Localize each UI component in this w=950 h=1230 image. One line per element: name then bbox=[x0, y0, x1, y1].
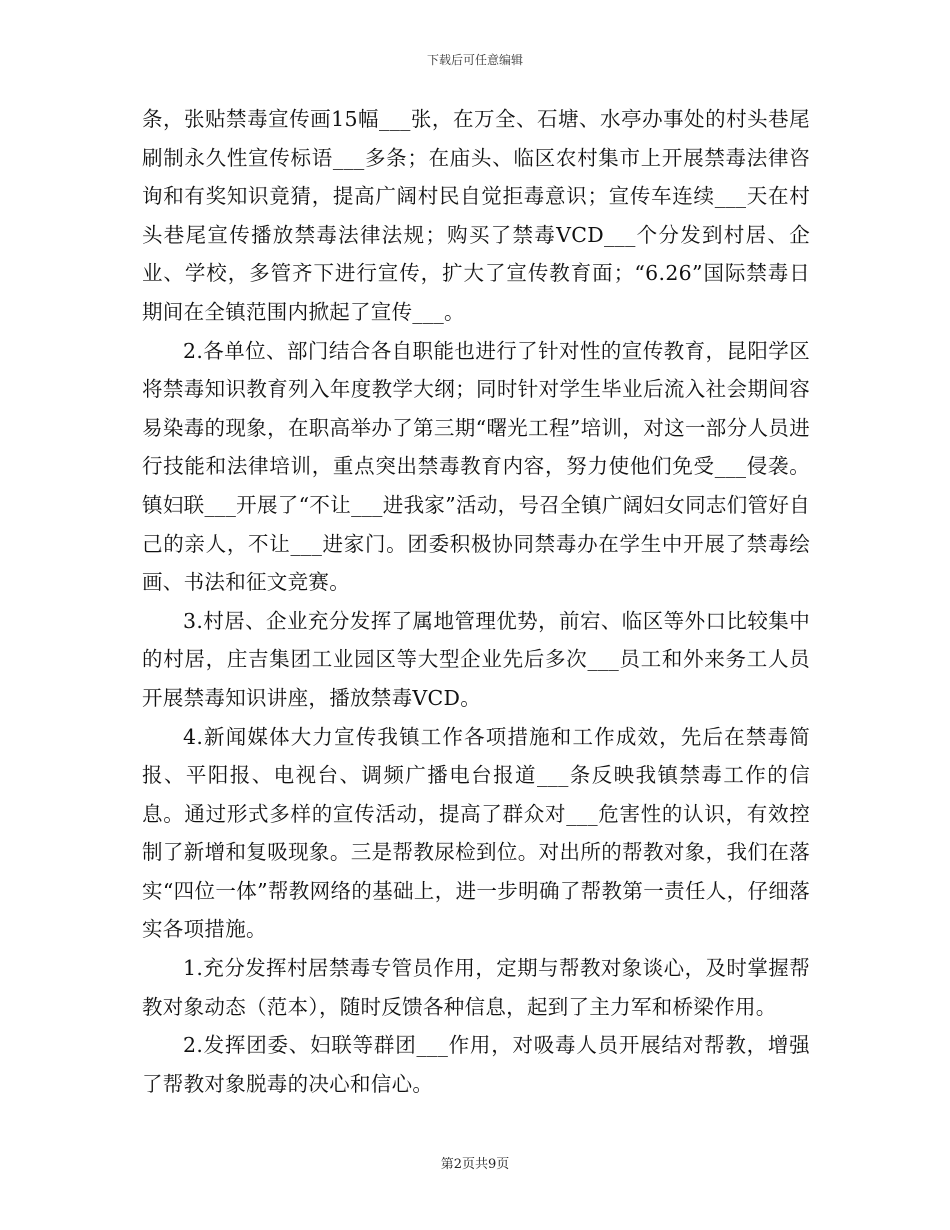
paragraph-village-supervisor: 1.充分发挥村居禁毒专管员作用，定期与帮教对象谈心，及时掌握帮教对象动态（范本），随时反馈各种信息，起到了主力军和桥梁作用。 bbox=[142, 956, 810, 1019]
paragraph-news-media: 4.新闻媒体大力宣传我镇工作各项措施和工作成效，先后在禁毒简报、平阳报、电视台、调频广播电台报道___条反映我镇禁毒工作的信息。通过形式多样的宣传活动，提高了群众对___危害性的认识，有效控制了新增和复吸现象。三是帮教尿检到位。对出所的帮教对象，我们在落实“四位一体”帮教网络的基础上，进一步明确了帮教第一责任人，仔细落实各项措施。 bbox=[142, 724, 810, 942]
paragraph-group-assistance: 2.发挥团委、妇联等群团___作用，对吸毒人员开展结对帮教，增强了帮教对象脱毒的决心和信心。 bbox=[142, 1033, 810, 1096]
page-header: 下载后可任意编辑 bbox=[426, 53, 523, 67]
paragraph-village-enterprise: 3.村居、企业充分发挥了属地管理优势，前宕、临区等外口比较集中的村居，庄吉集团工业园区等大型企业先后多次___员工和外来务工人员开展禁毒知识讲座，播放禁毒VCD。 bbox=[142, 608, 810, 710]
paragraph-unit-education: 2.各单位、部门结合各自职能也进行了针对性的宣传教育，昆阳学区将禁毒知识教育列入年度教学大纲；同时针对学生毕业后流入社会期间容易染毒的现象，在职高举办了第三期“曙光工程”培训，对这一部分人员进行技能和法律培训，重点突出禁毒教育内容，努力使他们免受___侵袭。镇妇联___开展了“不让___进我家”活动，号召全镇广阔妇女同志们管好自己的亲人，不让___进家门。团委积极协同禁毒办在学生中开展了禁毒绘画、书法和征文竞赛。 bbox=[142, 338, 810, 595]
page-number-footer: 第2页共9页 bbox=[440, 1157, 510, 1172]
document-body bbox=[142, 100, 810, 1103]
paragraph-propaganda-materials: 条，张贴禁毒宣传画15幅___张，在万全、石塘、水亭办事处的村头巷尾刷制永久性宣传标语___多条；在庙头、临区农村集市上开展禁毒法律咨询和有奖知识竟猜，提高广阔村民自觉拒毒意识；宣传车连续___天在村头巷尾宣传播放禁毒法律法规；购买了禁毒VCD___个分发到村居、企业、学校，多管齐下进行宣传，扩大了宣传教育面；“6.26”国际禁毒日期间在全镇范围内掀起了宣传___。 bbox=[142, 107, 810, 324]
